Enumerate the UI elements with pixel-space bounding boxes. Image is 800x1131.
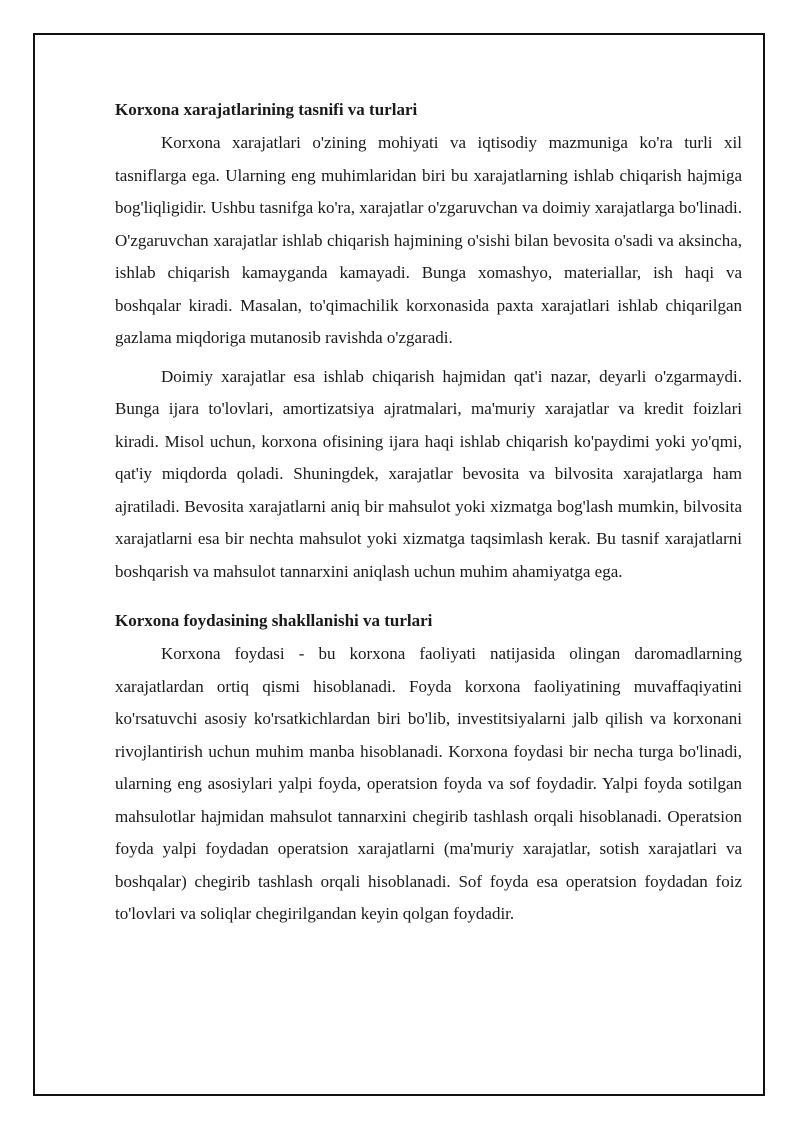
section-heading-profit: Korxona foydasining shakllanishi va turlari [115, 611, 433, 630]
document-body [115, 98, 742, 931]
paragraph-variable-costs: Korxona xarajatlari o'zining mohiyati va iqtisodiy mazmuniga ko'ra turli xil tasniflarga ega. Ularning eng muhimlaridan biri bu xarajatlarning ishlab chiqarish hajmiga bog'liqligidir. Ushbu tasnifga ko'ra, xarajatlar o'zgaruvchan va doimiy xarajatlarga bo'linadi. O'zgaruvchan xarajatlar ishlab chiqarish hajmining o'sishi bilan bevosita o'sadi va aksincha, ishlab chiqarish kamayganda kamayadi. Bunga xomashyo, materiallar, ish haqi va boshqalar kiradi. Masalan, to'qimachilik korxonasida paxta xarajatlari ishlab chiqarilgan gazlama miqdoriga mutanosib ravishda o'zgaradi. [115, 133, 742, 347]
paragraph-fixed-costs: Doimiy xarajatlar esa ishlab chiqarish hajmidan qat'i nazar, deyarli o'zgarmaydi. Bunga ijara to'lovlari, amortizatsiya ajratmalari, ma'muriy xarajatlar va kredit foizlari kiradi. Misol uchun, korxona ofisining ijara haqi ishlab chiqarish ko'paydimi yoki yo'qmi, qat'iy miqdorda qoladi. Shuningdek, xarajatlar bevosita va bilvosita xarajatlarga ham ajratiladi. Bevosita xarajatlarni aniq bir mahsulot yoki xizmatga bog'lash mumkin, bilvosita xarajatlarni esa bir nechta mahsulot yoki xizmatga taqsimlash kerak. Bu tasnif xarajatlarni boshqarish va mahsulot tannarxini aniqlash uchun muhim ahamiyatga ega. [115, 366, 742, 581]
paragraph-profit-types: Korxona foydasi - bu korxona faoliyati natijasida olingan daromadlarning xarajatlardan ortiq qismi hisoblanadi. Foyda korxona faoliyatining muvaffaqiyatini ko'rsatuvchi asosiy ko'rsatkichlardan biri bo'lib, investitsiyalarni jalb qilish va korxonani rivojlantirish uchun muhim manba hisoblanadi. Korxona foydasi bir necha turga bo'linadi, ularning eng asosiylari yalpi foyda, operatsion foyda va sof foydadir. Yalpi foyda sotilgan mahsulotlar hajmidan mahsulot tannarxini chegirib tashlash orqali hisoblanadi. Operatsion foyda yalpi foydadan operatsion xarajatlarni (ma'muriy xarajatlar, sotish xarajatlari va boshqalar) chegirib tashlash orqali hisoblanadi. Sof foyda esa operatsion foydadan foiz to'lovlari va soliqlar chegirilgandan keyin qolgan foydadir. [115, 644, 742, 923]
section-heading-costs: Korxona xarajatlarining tasnifi va turlari [115, 100, 418, 119]
